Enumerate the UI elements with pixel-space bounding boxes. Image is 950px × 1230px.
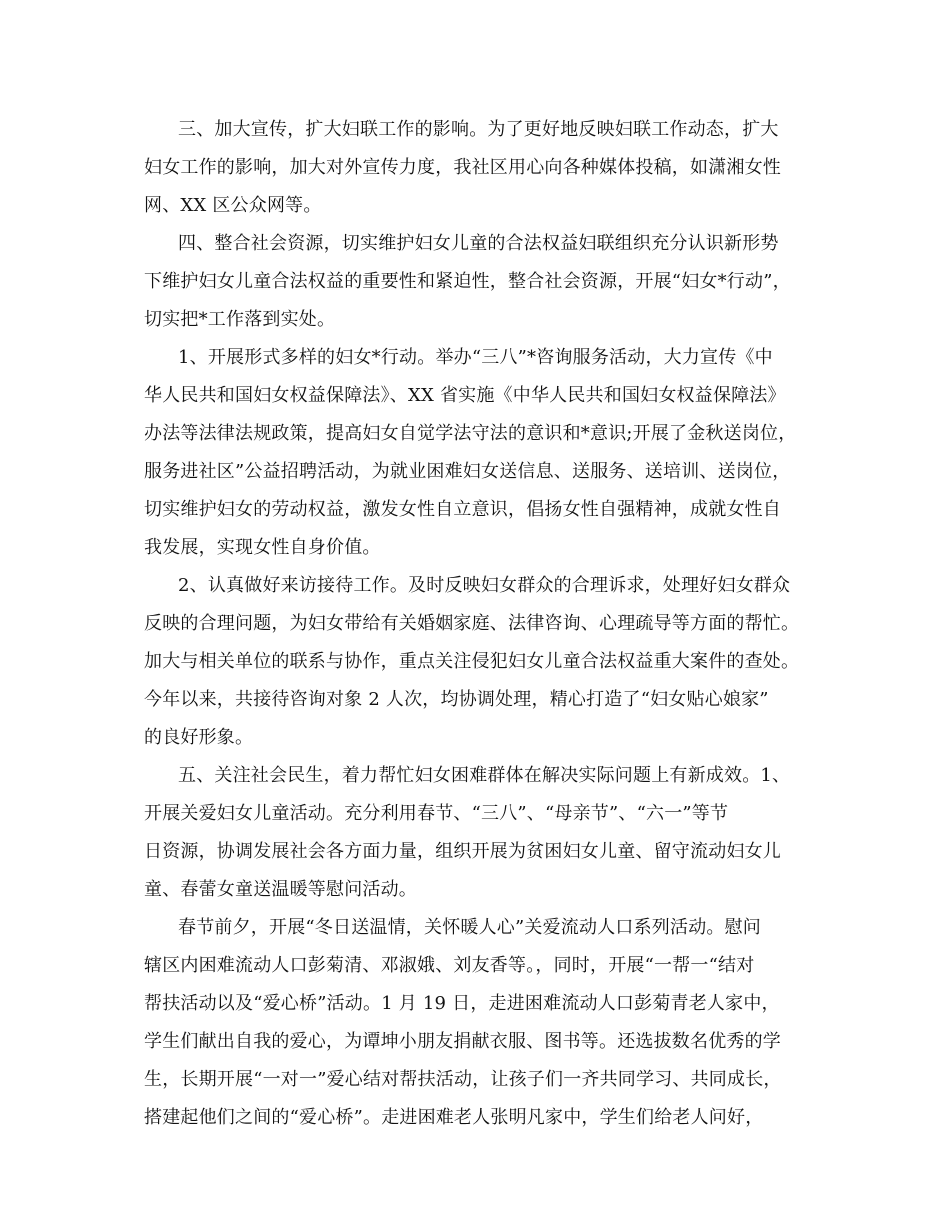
text-line-26: 生，长期开展“一对一”爱心结对帮扶活动，让孩子们一齐共同学习、共同成长， <box>144 1069 782 1090</box>
text-line-9: 办法等法律法规政策，提高妇女自觉学法守法的意识和*意识;开展了金秋送岗位， <box>144 423 797 444</box>
text-line-1: 三、加大宣传，扩大妇联工作的影响。为了更好地反映妇联工作动态，扩大 <box>178 119 779 140</box>
text-line-12: 我发展，实现女性自身价值。 <box>144 537 381 558</box>
text-line-5: 下维护妇女儿童合法权益的重要性和紧迫性，整合社会资源，开展“妇女*行动”， <box>144 271 791 292</box>
text-line-7: 1、开展形式多样的妇女*行动。举办“三八”*咨询服务活动，大力宣传《中 <box>178 347 773 368</box>
text-line-19: 开展关爱妇女儿童活动。充分利用春节、“三八”、“母亲节”、“六一”等节 <box>144 803 729 824</box>
text-line-2: 妇女工作的影响，加大对外宣传力度，我社区用心向各种媒体投稿，如潇湘女性 <box>144 157 781 178</box>
text-line-24: 帮扶活动以及“爱心桥”活动。1 月 19 日，走进困难流动人口彭菊青老人家中， <box>144 993 780 1014</box>
text-line-21: 童、春蕾女童送温暖等慰问活动。 <box>144 879 417 900</box>
text-line-6: 切实把*工作落到实处。 <box>144 309 336 330</box>
text-line-8: 华人民共和国妇女权益保障法》、XX 省实施《中华人民共和国妇女权益保障法》 <box>144 385 786 406</box>
text-line-27: 搭建起他们之间的“爱心桥”。走进困难老人张明凡家中，学生们给老人问好， <box>144 1107 764 1128</box>
text-line-16: 今年以来，共接待咨询对象 2 人次，均协调处理，精心打造了“妇女贴心娘家” <box>144 689 769 710</box>
text-line-25: 学生们献出自我的爱心，为谭坤小朋友捐献衣服、图书等。还选拔数名优秀的学 <box>144 1031 781 1052</box>
text-line-18: 五、关注社会民生，着力帮忙妇女困难群体在解决实际问题上有新成效。1、 <box>178 765 791 786</box>
text-line-23: 辖区内困难流动人口彭菊清、邓淑娥、刘友香等。，同时，开展“一帮一“结对 <box>144 955 755 976</box>
text-line-17: 的良好形象。 <box>144 727 254 748</box>
text-line-22: 春节前夕，开展“冬日送温情，关怀暖人心”关爱流动人口系列活动。慰问 <box>178 917 762 938</box>
text-line-13: 2、认真做好来访接待工作。及时反映妇女群众的合理诉求，处理好妇女群众 <box>178 575 791 596</box>
text-line-10: 服务进社区”公益招聘活动，为就业困难妇女送信息、送服务、送培训、送岗位， <box>144 461 791 482</box>
text-line-15: 加大与相关单位的联系与协作，重点关注侵犯妇女儿童合法权益重大案件的查处。 <box>144 651 800 672</box>
text-line-11: 切实维护妇女的劳动权益，激发女性自立意识，倡扬女性自强精神，成就女性自 <box>144 499 781 520</box>
text-line-14: 反映的合理问题，为妇女带给有关婚姻家庭、法律咨询、心理疏导等方面的帮忙。 <box>144 613 800 634</box>
text-line-4: 四、整合社会资源，切实维护妇女儿童的合法权益妇联组织充分认识新形势 <box>178 233 779 254</box>
text-line-20: 日资源，协调发展社会各方面力量，组织开展为贫困妇女儿童、留守流动妇女儿 <box>144 841 781 862</box>
text-line-3: 网、XX 区公众网等。 <box>144 195 322 216</box>
